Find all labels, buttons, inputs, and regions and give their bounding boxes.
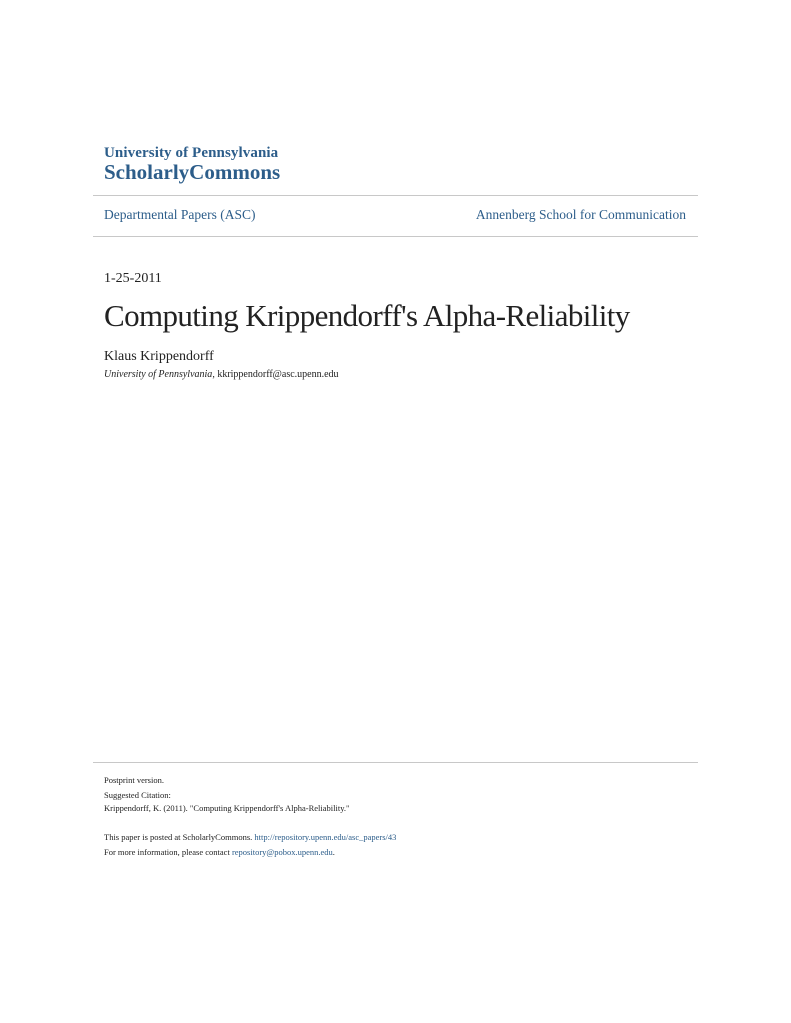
author-affiliation [104,369,339,380]
breadcrumb-divider [93,236,698,237]
posted-note [104,832,396,842]
contact-suffix: . [332,847,335,857]
citation-text: Krippendorff, K. (2011). "Computing Krippendorff's Alpha-Reliability." [104,803,350,813]
author-email: kkrippendorff@asc.upenn.edu [217,369,339,380]
citation-label: Suggested Citation: [104,790,171,800]
contact-email-link[interactable]: repository@pobox.upenn.edu [231,847,333,857]
school-link[interactable]: Annenberg School for Communication [475,207,686,222]
footer-divider [93,762,698,763]
header-divider [93,195,698,196]
collection-link[interactable]: Departmental Papers (ASC) [104,207,256,222]
posted-prefix: This paper is posted at ScholarlyCommons. [104,832,255,842]
paper-title: Computing Krippendorff's Alpha-Reliability [104,298,630,333]
contact-note [104,847,335,857]
contact-prefix: For more information, please contact [104,847,232,857]
paper-url-link[interactable]: http://repository.upenn.edu/asc_papers/43 [254,832,397,842]
affiliation-institution: University of Pennsylvania [104,369,213,380]
publication-date: 1-25-2011 [104,271,162,286]
affiliation-separator: , [212,369,218,380]
repository-name[interactable]: ScholarlyCommons [104,160,281,184]
version-note: Postprint version. [104,775,164,785]
author-name: Klaus Krippendorff [104,349,214,364]
institution-name[interactable]: University of Pennsylvania [104,145,279,161]
